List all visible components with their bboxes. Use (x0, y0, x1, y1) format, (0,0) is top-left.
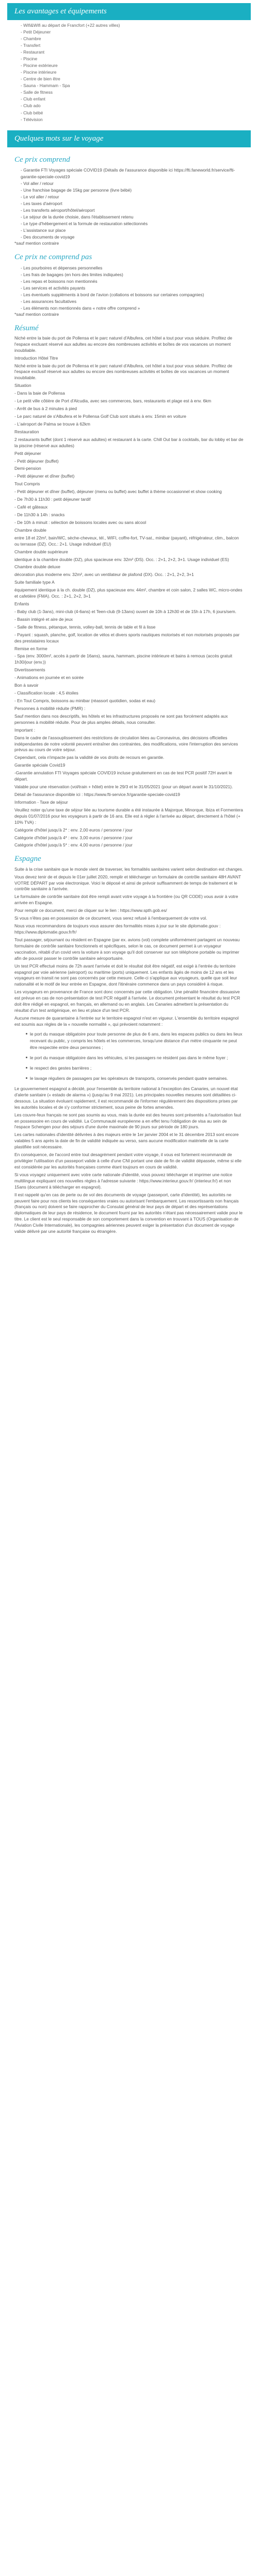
compris-item: - Le vol aller / retour (21, 194, 244, 200)
espagne-paragraph: Suite à la crise sanitaire que le monde vient de traverser, les formalités sanitaires varient selon destination est changes. (14, 866, 244, 872)
resume-paragraph: - De 11h30 à 14h : snacks (14, 512, 65, 517)
resume-paragraph: - De 7h30 à 11h30 : petit déjeuner tardif (14, 497, 91, 502)
espagne-bullet: le port du masque obligatoire dans les véhicules, si les passagers ne résident pas dans le même foyer ; (30, 1055, 244, 1061)
resume-paragraph: - Café et gâteaux (14, 504, 48, 510)
noncompris-item: - Les assurances facultatives (21, 298, 244, 305)
resume-paragraph: Introduction Hôtel Titre (14, 355, 58, 361)
resume-paragraph: - Petit déjeuner (buffet) (14, 458, 59, 464)
resume-paragraph: Chambre double (14, 527, 46, 533)
espagne-paragraph: Le gouvernement espagnol a décidé, pour l'ensemble du territoire national à l'exception des Canaries, un nouvel état d'alerte sanitaire (« estado de alarma ») (jusqu'au 9 mai 2021). Les principales nouvelles mesures sont détaillées ci-dessous. La situation évoluant rapidement, il est recommandé de l'informer régulièrement des dispositions prises par les autorités locales et de s'y conformer strictement, sous peine de fortes amendes. (14, 1086, 238, 1110)
espagne-paragraph: En conséquence, de l'accord entre tout desagrément pendant votre voyage, il vous est fortement recommandé de privilégier l'utilisation d'un passeport valide à celle d'une CNI portant une date de fin de validité dépassée, même si elle est considérée par les autorités françaises comme étant toujours en cours de validité. (14, 1152, 242, 1170)
resume-paragraph: - Payant : squash, planche, golf, location de vélos et divers sports nautiques motorisés et non motorisés proposés par des prestataires locaux (14, 632, 240, 643)
resume-paragraph: Situation (14, 383, 31, 388)
espagne-bullet: le lavage réguliers de passagers par les opérateurs de transports, conservés pendant quatre semaines. (30, 1075, 244, 1082)
resume-body (14, 335, 244, 849)
espagne-paragraph: Il est rappelé qu'en cas de perte ou de vol des documents de voyage (passeport, carte d'identité), les autorités ne peuvent faire pour nos clients les conséquentes vraies ou autorisant l'embarquement. Les ressortissants non français (français ou non) doivent se faire rapprocher du Consulat général de leur pays de départ et des représentations diplomatiques de leur pays de résidence, le document fourni par les autorités n'étant pas nécessairement valide pour le titre. Le client est le seul responsable de son comportement dans la convention en trouvant à TOUS (Organisation de l'Aviation Civile Internationale), les compagnies aériennes peuvent exiger la présentation d'un document de voyage valide délivré par une autorité française ou étrangère. (14, 1192, 243, 1234)
feature-item: - Restaurant (21, 49, 244, 56)
resume-paragraph: Niché entre la baie du port de Pollensa et le parc naturel d'Albufera, cet hôtel a tout pour vous séduire. Profitez de l'espace exclusif réservé aux adultes ou encore des nombreuses activités et boîtes de vos vacances un moment inoubliable. (14, 363, 233, 381)
resume-paragraph: décoration plus moderne env. 32m², avec un ventilateur de plafond (DX). Occ. : 2+1, 2+2, 3+1 (14, 572, 194, 578)
noncompris-item: - Les éventuels suppléments à bord de l'avion (collations et boissons sur certaines compagnies) (21, 292, 244, 298)
resume-paragraph: Tout Compris (14, 481, 40, 487)
espagne-body2 (14, 1086, 244, 1235)
resume-paragraph: Suite familiale type A (14, 580, 55, 585)
resume-paragraph: Cependant, cela n'impacte pas la validité de vos droits de recours en garantie. (14, 755, 165, 760)
resume-paragraph: Catégorie d'hôtel jusqu'à 4* : env. 3,00 euros / personne / jour (14, 835, 133, 840)
resume-paragraph: - Le parc naturel de s'Albufera et le Pollensa Golf Club sont situés à env. 15min en voiture (14, 413, 186, 419)
espagne-paragraph: Pour remplir ce document, merci de cliquer sur le lien : https://www.spth.gob.es/ (14, 908, 167, 913)
espagne-paragraph: Vous devez tenir de et depuis le 01er juillet 2020, remplir et télécharger un formulaire de contrôle sanitaire 48H AVANT VOTRE DÉPART par voie électronique. Voici le déposé et ainsi de prévoir suffisamment de temps de traitement et le contrôle sanitaire à l'arrivée. (14, 874, 241, 892)
resume-heading: Résumé (14, 324, 39, 332)
page (0, 0, 258, 1256)
resume-paragraph: Remise en forme (14, 646, 47, 651)
feature-item: - Chambre (21, 36, 244, 42)
resume-paragraph: Catégorie d'hôtel jusqu'à 5* : env. 4,00 euros / personne / jour (14, 842, 133, 848)
resume-paragraph: Garantie spéciale Covid19 (14, 762, 66, 768)
espagne-paragraph: Si vous voyagez uniquement avec votre carte nationale d'identité, vous pouvez télécharger et imprimer une notice multilingue expliquant ces nouvelles règles à l'adresse suivante : https://www.interieur.gouv.fr/ (interieur.fr/) et non 15ans (document à télécharger en espagnol). (14, 1172, 232, 1190)
resume-paragraph: Veuillez noter qu'une taxe de séjour liée au tourisme durable a été instaurée à Majorque, Minorque, Ibiza et Formentera depuis 01/07/2016 pour les voyageurs à partir de 16 ans. Elle est à régler à l'arrivée au départ, directement à l'hôtel (+ 10% TVA) : (14, 807, 243, 825)
resume-paragraph: - Classification locale : 4,5 étoiles (14, 690, 78, 696)
espagne-heading: Espagne (14, 855, 41, 863)
noncompris-item: - Les repas et boissons non mentionnés (21, 278, 244, 285)
espagne-paragraph: Les voyageurs en provenance de France sont donc concernés par cette obligation. Une pénalité financière dissuasive est prévue en cas de non-présentation de test PCR négatif à l'arrivée. Le document présentant le résultat du test PCR doit être rédigé en espagnol, en français, en allemand ou en anglais. Les Canaries admettent la présentation du résultat d'un test antigénique, en lieu et place d'un test PCR. (14, 989, 240, 1013)
feature-item: - Wifi&Wifi au départ de Francfort (+22 autres villes) (21, 22, 244, 29)
feature-item: - Piscine extérieure (21, 62, 244, 69)
noncompris-heading: Ce prix ne comprend pas (14, 253, 92, 262)
resume-paragraph: Information - Taxe de séjour (14, 799, 68, 805)
resume-paragraph: Demi-pension (14, 466, 41, 471)
resume-paragraph: Dans le cadre de l'assouplissement des restrictions de circulation liées au Coronavirus, des décisions officielles indépendantes de notre volonté peuvent entraîner des contraintes, des modifications, voire l'interruption des services prévus au cours de votre séjour. (14, 735, 238, 753)
resume-paragraph: identique à la chambre double (DZ), plus spacieuse env. 32m² (DS). Occ. : 2+1, 2+2, 3+1. Usage individuel (ES) (14, 556, 229, 562)
compris-item: - Les taxes d'aéroport (21, 200, 244, 207)
resume-paragraph: - Dans la baie de Pollensa (14, 391, 65, 396)
resume-paragraph: - Animations en journée et en soirée (14, 675, 84, 681)
resume-paragraph: entre 18 et 22m², bain/WC, sèche-cheveux, tél., WIFI, coffre-fort, TV-sat., minibar (payant), réfrigérateur, clim., balcon ou terrasse (DZ). Occ.: 2+1. Usage individuel (EU) (14, 535, 239, 547)
resume-paragraph: Valable pour une réservation (vol/train + hôtel) entre le 29/3 et le 31/05/2021 (pour un départ avant le 31/10/2021). (14, 784, 233, 790)
resume-paragraph: Bon à savoir (14, 683, 39, 688)
espagne-body (14, 867, 244, 1028)
resume-paragraph: Détail de l'assurance disponible ici : https://www.fti-service.fr/garantie-speciale-covid19 (14, 792, 180, 797)
resume-paragraph: Chambre double supérieure (14, 549, 68, 554)
compris-item: - Des documents de voyage (21, 234, 244, 241)
feature-item: - Petit Déjeuner (21, 29, 244, 36)
compris-item: - Une franchise bagage de 15kg par personne (livre bébé) (21, 187, 244, 194)
resume-paragraph: - Spa (env. 3000m², accès à partir de 16ans), sauna, hammam, piscine intérieure et bains à remous (accès gratuit 1h30/jour (env.)) (14, 653, 233, 665)
noncompris-item: - Les éléments non mentionnés dans « notre offre comprend » (21, 305, 244, 312)
feature-item: - Télévision (21, 116, 244, 123)
noncompris-list (14, 265, 244, 312)
feature-item: - Salle de fitness (21, 89, 244, 96)
resume-paragraph: 2 restaurants buffet (dont 1 réservé aux adultes) et restaurant à la carte. Chill Out bar à cocktails, bar du lobby et bar de la piscine (réservé aux adultes) (14, 436, 244, 448)
espagne-paragraph: Aucune mesure de quarantaine à l'entrée sur le territoire espagnol n'est en vigueur. L'ensemble du territoire espagnol est soumis aux règles de la « nouvelle normalité », qui prévoient notamment : (14, 1015, 239, 1027)
resume-paragraph: Personnes à mobilité réduite (PMR) : (14, 705, 86, 711)
resume-paragraph: - L'aéroport de Palma se trouve à 62km (14, 421, 90, 427)
resume-paragraph: - Salle de fitness, pétanque, tennis, volley-ball, tennis de table et fil à lisse (14, 624, 156, 630)
details-section (0, 147, 258, 1256)
features-list (14, 22, 244, 123)
compris-item: - Le séjour de la durée choisie, dans l'établissement retenu (21, 214, 244, 221)
noncompris-item: - Les frais de bagages (en hors des limites indiquées) (21, 272, 244, 278)
resume-paragraph: - Arrêt de bus à 2 minutes à pied (14, 406, 77, 412)
compris-item: - Le type d'hébergement et la formule de restauration sélectionnés (21, 221, 244, 227)
feature-item: - Centre de bien être (21, 76, 244, 82)
noncompris-note: *sauf mention contraire (14, 311, 59, 317)
feature-item: - Transfert (21, 42, 244, 49)
feature-item: - Club enfant (21, 96, 244, 103)
resume-paragraph: Chambre double deluxe (14, 564, 60, 570)
resume-paragraph: - Le petit ville côtière de Port d'Alcudia, avec ses commerces, bars, restaurants et plage est à env. 6km (14, 398, 212, 404)
compris-heading: Ce prix comprend (14, 155, 70, 164)
compris-list (14, 167, 244, 241)
espagne-paragraph: Un test PCR effectué moins de 72h avant l'arrivée et doit le résultat doit être négatif, est exigé à l'entrée du territoire espagnol par voie aérienne (aéroport) ou maritime (ports) uniquement. Les enfants âgés de moins de 12 ans et les voyageurs en transit ne sont pas concernés par cette mesure. Celle-ci s'applique aux voyageurs, quelle que soit leur nationalité et le motif de leur entrée en Espagne, dont l'itinéraire commence dans un pays considéré à risque. (14, 963, 237, 987)
resume-paragraph: Enfants (14, 601, 29, 607)
features-banner: Les avantages et équipements (7, 3, 251, 20)
compris-note: *sauf mention contraire (14, 241, 59, 246)
espagne-paragraph: Nous vous recommandons de toujours vous assurer des formalités mises à jour sur le site diplomatie.gouv : https://www.diplomatie.gouv.fr/fr/ (14, 923, 221, 935)
espagne-paragraph: Les couvre-feux français ne sont pas soumis au vous, mais la durée est des heures sont présentés a l'autorisation faut en possessoire en cours de validité. La Communauté européenne a en effet tenu l'obligation de visa au sein de l'espace Schengen pour des séjours d'une durée maximale de 90 jours sur période de 180 jours. (14, 1112, 241, 1130)
feature-item: - Piscine (21, 56, 244, 62)
resume-paragraph: Petit déjeuner (14, 450, 41, 456)
resume-paragraph: -Garantie annulation FTI Voyages spéciale COVID19 incluse gratuitement en cas de test PCR positif 72H avant le départ. (14, 770, 232, 782)
feature-item: - Club ado (21, 103, 244, 109)
compris-item: - L'assistance sur place (21, 227, 244, 234)
espagne-bullet: le port du masque obligatoire pour toute personne de plus de 6 ans, dans les espaces publics ou dans les lieux recevant du public, y compris les hôtels et les commerces, lorsqu'une distance d'un mètre cinquante ne peut être respectée entre deux personnes ; (30, 1031, 244, 1051)
resume-paragraph: Restauration (14, 429, 39, 434)
resume-paragraph: - De 10h à minuit : sélection de boissons locales avec ou sans alcool (14, 519, 147, 525)
espagne-paragraph: Si vous n'êtes pas en possession de ce document, vous serez refusé à l'embarquement de votre vol. (14, 916, 207, 921)
resume-paragraph: Catégorie d'hôtel jusqu'à 2* : env. 2,00 euros / personne / jour (14, 827, 133, 833)
noncompris-item: - Les pourboires et dépenses personnelles (21, 265, 244, 272)
resume-paragraph: - Baby club (1-3ans), mini-club (4-6ans) et Teen-club (9-13ans) ouvert de 10h à 12h30 et de 15h à 17h, 6 jours/sem. (14, 608, 237, 614)
feature-item: - Club bébé (21, 110, 244, 116)
espagne-bullets (14, 1031, 244, 1082)
features-section (0, 20, 258, 125)
espagne-paragraph: Tout passager, séjournant ou résident en Espagne (par ex. avions (vol) complete uniformément partagent un nouveau formulaire de contrôle sanitaire fonctionnels et spécifiques, selon le cas, ce document permet à un voyageur vaccination, rétabli d'un covid vers la voiture à son voyage qu'il doit conserver sur son téléphone portable ou imprimer afin de pouvoir passer le contrôle sanitaire aéroportuaire. (14, 937, 240, 961)
resume-paragraph: - En Tout Compris, boissons au minibar (réassort quotidien, sodas et eau) (14, 698, 156, 704)
espagne-paragraph: Le formulaire de contrôle sanitaire doit être rempli avant votre voyage à la frontière (ou QR CODE) vous avoir à votre arrivée en Espagne. (14, 894, 238, 906)
details-banner: Quelques mots sur le voyage (7, 130, 251, 147)
compris-item: - Les transferts aéroport/hôtel/aéroport (21, 207, 244, 214)
resume-paragraph: - Petit déjeuner et dîner (buffet), déjeuner (menu ou buffet) avec buffet à thème occasionnel et show cooking (14, 489, 222, 495)
espagne-bullet: le respect des gestes barrières ; (30, 1065, 244, 1072)
feature-item: - Sauna - Hammam - Spa (21, 82, 244, 89)
resume-paragraph: Important : (14, 727, 36, 733)
resume-paragraph: Divertissements (14, 667, 45, 673)
resume-paragraph: Niché entre la baie du port de Pollensa et le parc naturel d'Albufera, cet hôtel a tout pour vous séduire. Profitez de l'espace excluant réservé aux adultes au encore des nombreuses activités et boîtes de vos vacances un moment inoubliable. (14, 335, 233, 353)
compris-item: - Vol aller / retour (21, 180, 244, 187)
resume-paragraph: - Petit déjeuner et dîner (buffet) (14, 473, 75, 479)
feature-item: - Piscine intérieure (21, 69, 244, 76)
espagne-paragraph: Les cartes nationales d'identité délivrées à des majeurs entre le 1er janvier 2004 et le 31 décembre 2013 sont encore valables 5 ans après la date de fin de validité indiquée au verso, sans aucune modification matérielle de la carte plastifiée soit nécessaire. (14, 1132, 239, 1150)
compris-item: - Garantie FTI Voyages spéciale COVID19 (Détails de l'assurance disponible ici https://fti.faneworld.fr/service/fti-garantie-speciale-covid19 (21, 167, 244, 180)
resume-paragraph: équipement identique à la ch. double (DZ), plus spacieuse env. 44m², chambre et coin salon, 2 salles WC, micro-ondes et cafetière (FMA). Occ. : 2+1, 2+2, 3+1 (14, 587, 243, 599)
resume-paragraph: - Bassin intégré et aire de jeux (14, 616, 73, 622)
resume-paragraph: Sauf mention dans nos descriptifs, les hôtels et les infrastructures proposés ne sont pas forcément adaptés aux personnes à mobilité réduite. Pour de plus amples détails, nous consulter. (14, 713, 228, 725)
noncompris-item: - Les services et activités payants (21, 285, 244, 292)
